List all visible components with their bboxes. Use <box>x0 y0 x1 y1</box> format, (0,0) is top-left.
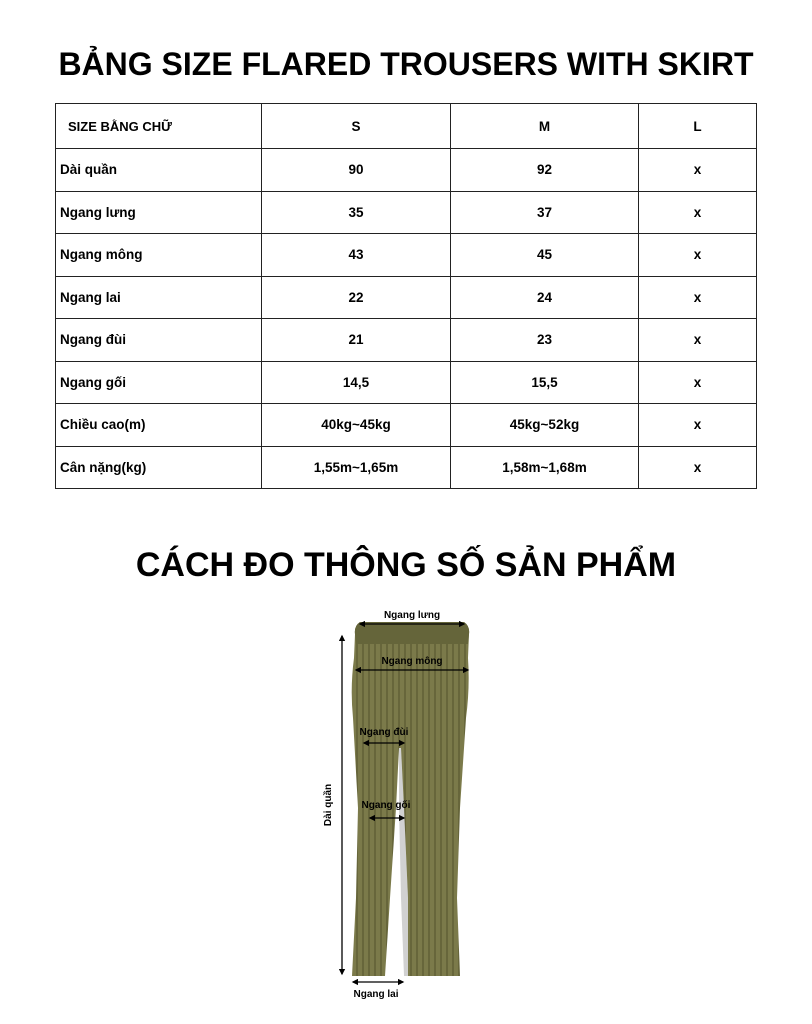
table-row <box>56 361 757 404</box>
cell-s: 21 <box>262 319 451 362</box>
trousers-measurement-diagram <box>300 598 512 1008</box>
table-row <box>56 149 757 192</box>
table-row <box>56 191 757 234</box>
trousers-image <box>352 622 469 976</box>
header-size-l: L <box>639 104 757 149</box>
row-label: Chiều cao(m) <box>56 404 262 447</box>
row-label: Ngang đùi <box>56 319 262 362</box>
measure-guide-title: CÁCH ĐO THÔNG SỐ SẢN PHẨM <box>135 546 677 584</box>
table-row <box>56 404 757 447</box>
cell-s: 90 <box>262 149 451 192</box>
cell-l: x <box>639 149 757 192</box>
waist-label: Ngang lưng <box>383 610 441 621</box>
cell-l: x <box>639 446 757 489</box>
size-table <box>55 103 757 489</box>
table-row <box>56 234 757 277</box>
cell-m: 37 <box>451 191 639 234</box>
row-label: Ngang lưng <box>56 191 262 234</box>
cell-m: 92 <box>451 149 639 192</box>
cell-l: x <box>639 319 757 362</box>
cell-l: x <box>639 276 757 319</box>
row-label: Cân nặng(kg) <box>56 446 262 489</box>
cell-m: 1,58m~1,68m <box>451 446 639 489</box>
table-row <box>56 319 757 362</box>
trousers-body <box>352 622 469 976</box>
header-size-label: SIZE BẰNG CHỮ <box>56 104 262 149</box>
cell-m: 45 <box>451 234 639 277</box>
table-header-row <box>56 104 757 149</box>
cell-s: 35 <box>262 191 451 234</box>
waistband <box>355 622 469 644</box>
hip-label: Ngang mông <box>381 656 443 667</box>
length-label: Dài quần <box>323 783 334 827</box>
thigh-label: Ngang đùi <box>359 727 409 738</box>
cell-m: 15,5 <box>451 361 639 404</box>
cell-m: 24 <box>451 276 639 319</box>
cell-m: 23 <box>451 319 639 362</box>
cell-m: 45kg~52kg <box>451 404 639 447</box>
knee-label: Ngang gối <box>361 800 411 811</box>
cell-s: 43 <box>262 234 451 277</box>
row-label: Ngang mông <box>56 234 262 277</box>
table-row <box>56 446 757 489</box>
row-label: Dài quần <box>56 149 262 192</box>
cell-l: x <box>639 404 757 447</box>
cell-s: 40kg~45kg <box>262 404 451 447</box>
cell-l: x <box>639 191 757 234</box>
table-row <box>56 276 757 319</box>
hem-label: Ngang lai <box>353 989 399 1000</box>
size-chart-title: BẢNG SIZE FLARED TROUSERS WITH SKIRT <box>58 46 754 82</box>
cell-l: x <box>639 234 757 277</box>
cell-s: 14,5 <box>262 361 451 404</box>
cell-s: 1,55m~1,65m <box>262 446 451 489</box>
row-label: Ngang gối <box>56 361 262 404</box>
header-size-m: M <box>451 104 639 149</box>
cell-l: x <box>639 361 757 404</box>
row-label: Ngang lai <box>56 276 262 319</box>
cell-s: 22 <box>262 276 451 319</box>
header-size-s: S <box>262 104 451 149</box>
